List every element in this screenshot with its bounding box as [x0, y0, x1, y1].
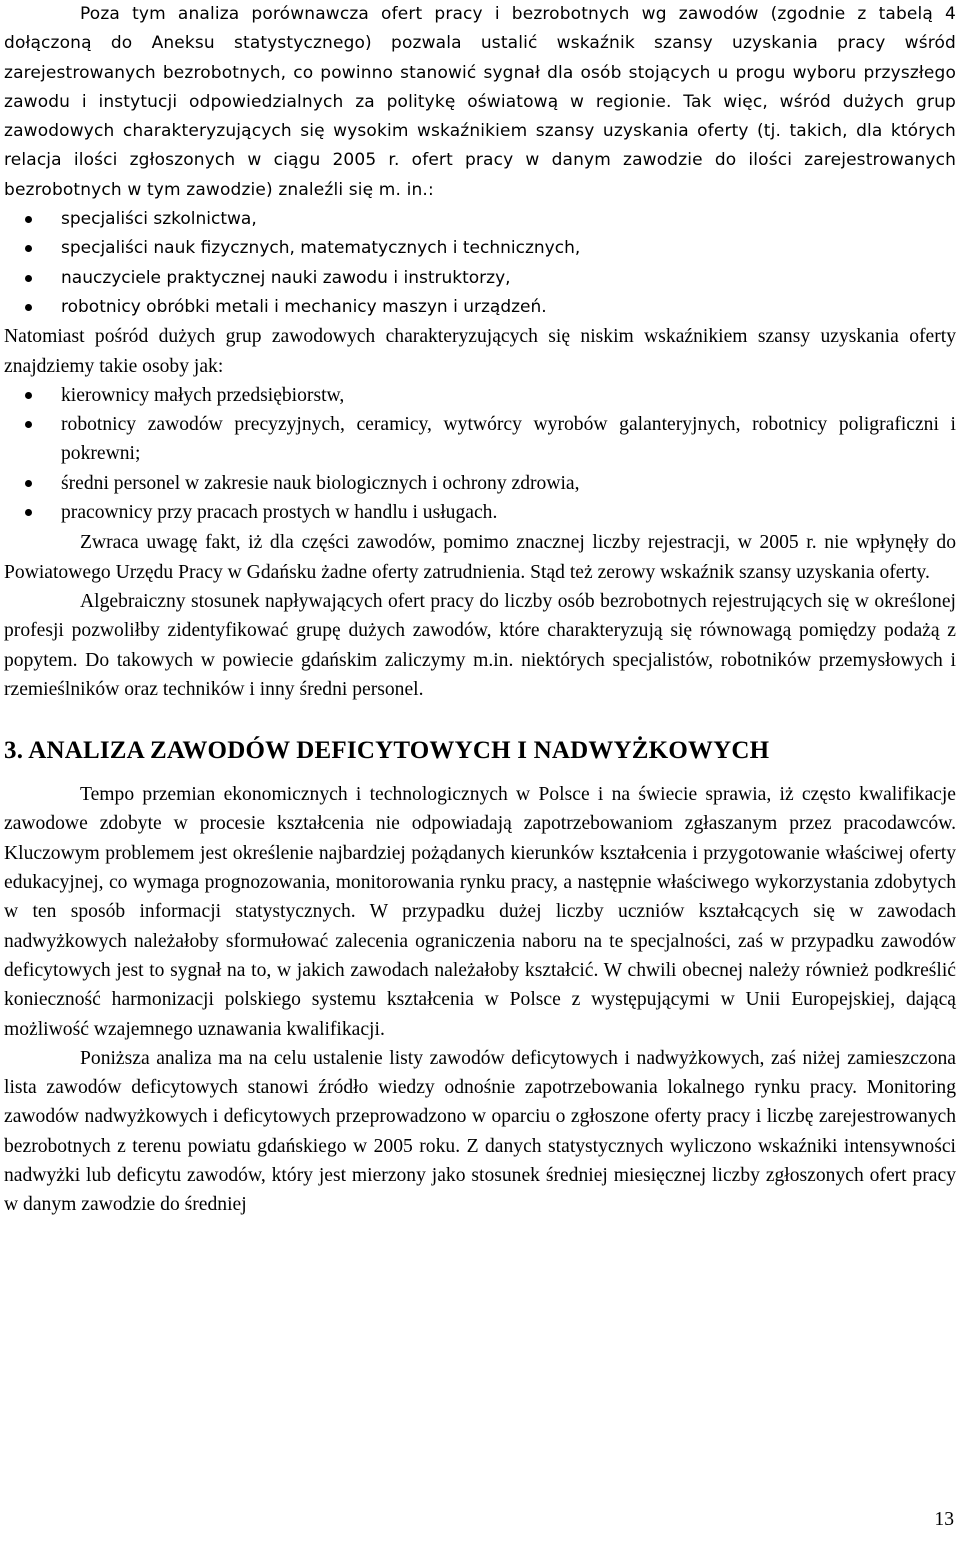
list-item: kierownicy małych przedsiębiorstw,: [4, 381, 956, 410]
list-item: robotnicy obróbki metali i mechanicy maszyn i urządzeń.: [4, 293, 956, 322]
paragraph-balance: Algebraiczny stosunek napływających ofert pracy do liczby osób bezrobotnych rejestrujących się w określonej profesji pozwoliłby zidentyfikować grupę dużych zawodów, które charakteryzują się równowagą pomiędzy podażą z popytem. Do takowych w powiecie gdańskim zaliczymy m.in. niektórych specjalistów, robotników przemysłowych i rzemieślników oraz techników i inny średni personel.: [4, 590, 956, 700]
paragraph-zero-offers: Zwraca uwagę fakt, iż dla części zawodów, pomimo znacznej liczby rejestracji, w 2005 r. nie wpłynęły do Powiatowego Urzędu Pracy w Gdańsku żadne oferty zatrudnienia. Stąd też zerowy wskaźnik szansy uzyskania oferty.: [4, 532, 956, 583]
page-number: 13: [934, 1509, 954, 1530]
list-item: pracownicy przy pracach prostych w handlu i usługach.: [4, 498, 956, 527]
paragraph-intro: Poza tym analiza porównawcza ofert pracy i bezrobotnych wg zawodów (zgodnie z tabelą 4 dołączoną do Aneksu statystycznego) pozwala ustalić wskaźnik szansy uzyskania pracy wśród zarejestrowanych bezrobotnych, co powinno stanowić sygnał dla osób stojących u progu wyboru przyszłego zawodu i instytucji odpowiedzialnych za politykę oświatową w regionie. Tak więc, wśród dużych grup zawodowych charakteryzujących się wysokim wskaźnikiem szansy uzyskania oferty (tj. takich, dla których relacja ilości zgłoszonych w ciągu 2005 r. ofert pracy w danym zawodzie do ilości zarejestrowanych bezrobotnych w tym zawodzie) znaleźli się m. in.:: [4, 4, 956, 200]
list-low-chance: [4, 381, 956, 527]
list-item: specjaliści szkolnictwa,: [4, 205, 956, 234]
section-heading: 3. ANALIZA ZAWODÓW DEFICYTOWYCH I NADWYŻKOWYCH: [4, 737, 770, 765]
list-item: specjaliści nauk fizycznych, matematycznych i technicznych,: [4, 234, 956, 263]
paragraph-tempo: Tempo przemian ekonomicznych i technologicznych w Polsce i na świecie sprawia, iż często kwalifikacje zawodowe zdobyte w procesie kształcenia nie odpowiadają zapotrzebowaniom zgłaszanym przez pracodawców. Kluczowym problemem jest określenie najbardziej pożądanych kierunków kształcenia i przygotowanie właściwej oferty edukacyjnej, co wymaga prognozowania, monitorowania rynku pracy, a następnie właściwego wykorzystania zdobytych w ten sposób informacji statystycznych. W przypadku dużej liczby uczniów kształcących się w zawodach nadwyżkowych należałoby sformułować zalecenia ograniczenia naboru na te specjalności, zaś w przypadku zawodów deficytowych jest to sygnał na to, w jakich zawodach należałoby kształcić. W chwili obecnej należy również podkreślić konieczność harmonizacji polskiego systemu kształcenia w Polsce z występującymi w Unii Europejskiej, dającą możliwość wzajemnego uznawania kwalifikacji.: [4, 784, 956, 1040]
list-high-chance: [4, 205, 956, 322]
list-item: nauczyciele praktycznej nauki zawodu i instruktorzy,: [4, 264, 956, 293]
paragraph-analysis: Poniższa analiza ma na celu ustalenie listy zawodów deficytowych i nadwyżkowych, zaś niżej zamieszczona lista zawodów deficytowych stanowi źródło wiedzy odnośnie zapotrzebowania lokalnego rynku pracy. Monitoring zawodów nadwyżkowych i deficytowych przeprowadzono w oparciu o zgłoszone oferty pracy i liczbę zarejestrowanych bezrobotnych z terenu powiatu gdańskiego w 2005 roku. Z danych statystycznych wyliczono wskaźniki intensywności nadwyżki lub deficytu zawodów, który jest mierzony jako stosunek średniej miesięcznej liczby zgłoszonych ofert pracy w danym zawodzie do średniej: [4, 1047, 956, 1216]
paragraph-low-chance: Natomiast pośród dużych grup zawodowych charakteryzujących się niskim wskaźnikiem szansy uzyskania oferty znajdziemy takie osoby jak:: [4, 326, 956, 377]
list-item: średni personel w zakresie nauk biologicznych i ochrony zdrowia,: [4, 469, 956, 498]
list-item: robotnicy zawodów precyzyjnych, ceramicy, wytwórcy wyrobów galanteryjnych, robotnicy poligraficzni i pokrewni;: [4, 410, 956, 469]
document-page: [4, 0, 956, 1220]
